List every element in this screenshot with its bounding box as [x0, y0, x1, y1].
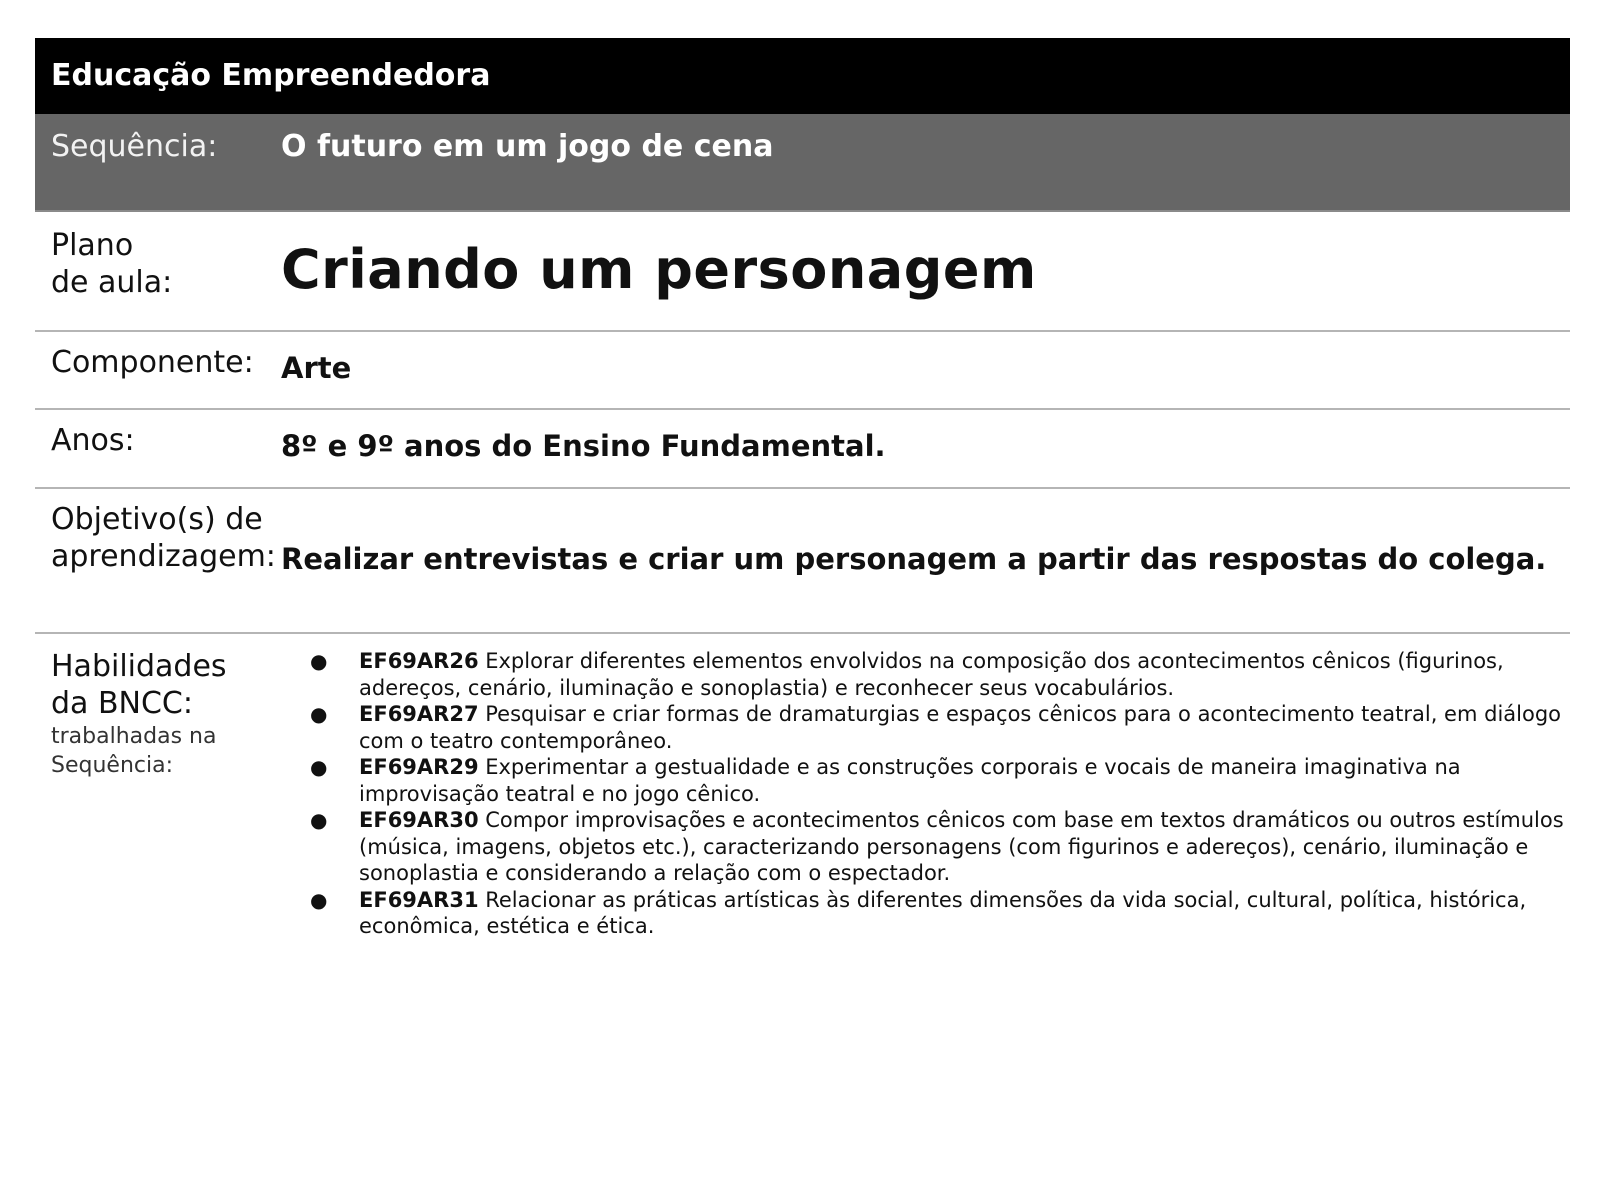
skill-code: EF69AR31 [359, 887, 479, 912]
row-componente [35, 332, 1570, 410]
list-item [281, 807, 1570, 887]
lesson-plan-table [35, 38, 1570, 964]
bullet-icon: ● [310, 887, 328, 912]
skill-code: EF69AR30 [359, 808, 479, 832]
skill-text: Compor improvisações e acontecimentos cênicos com base em textos dramáticos ou outros estímulos (música, imagens, objetos etc.), caracterizando personagens (com figurinos e adereços), cenário, iluminação e sonoplastia e considerando a relação com o espectador. [359, 808, 1564, 885]
skill-text: Pesquisar e criar formas de dramaturgias e espaços cênicos para o acontecimento teatral, em diálogo com o teatro contemporâneo. [359, 702, 1562, 753]
habilidades-sub-line1: trabalhadas na [51, 724, 217, 749]
componente-value: Arte [281, 351, 352, 385]
list-item [281, 887, 1570, 940]
habilidades-list [281, 634, 1570, 940]
anos-value: 8º e 9º anos do Ensino Fundamental. [281, 429, 886, 463]
list-item [281, 701, 1570, 754]
objetivo-label-line1: Objetivo(s) de [51, 502, 263, 537]
bullet-icon: ● [310, 702, 328, 726]
row-plano [35, 212, 1570, 332]
row-anos [35, 410, 1570, 489]
habilidades-list-container [281, 634, 1570, 964]
header-title: Educação Empreendedora [51, 58, 491, 93]
row-objetivo [35, 489, 1570, 634]
row-habilidades [35, 634, 1570, 964]
skill-text: Experimentar a gestualidade e as construções corporais e vocais de maneira imaginativa na improvisação teatral e no jogo cênico. [359, 755, 1461, 806]
skill-code: EF69AR27 [359, 702, 479, 726]
plano-label-line2: de aula: [51, 265, 173, 300]
sequencia-label: Sequência: [51, 129, 218, 164]
habilidades-sub-line2: Sequência: [51, 753, 173, 778]
habilidades-label [35, 634, 281, 964]
bullet-icon: ● [310, 755, 328, 779]
plano-label-line1: Plano [51, 228, 134, 263]
plano-title: Criando um personagem [281, 238, 1037, 301]
skill-code: EF69AR29 [359, 755, 479, 779]
list-item [281, 754, 1570, 807]
sequencia-value: O futuro em um jogo de cena [281, 129, 774, 164]
componente-label: Componente: [51, 345, 254, 380]
objetivo-label [35, 489, 281, 632]
skill-text: Relacionar as práticas artísticas às diferentes dimensões da vida social, cultural, política, histórica, econômica, estética e ética. [359, 887, 1527, 938]
skill-text: Explorar diferentes elementos envolvidos na composição dos acontecimentos cênicos (figurinos, adereços, cenário, iluminação e sonoplastia) e reconhecer seus vocabulários. [359, 649, 1504, 700]
bullet-icon: ● [310, 808, 328, 832]
skill-code: EF69AR26 [359, 649, 479, 673]
document-header [35, 38, 1570, 114]
row-sequencia [35, 114, 1570, 212]
list-item [281, 648, 1570, 701]
anos-label: Anos: [51, 423, 135, 458]
bullet-icon: ● [310, 649, 328, 673]
objetivo-label-line2: aprendizagem: [51, 539, 276, 574]
habilidades-label-line1: Habilidades [51, 649, 227, 684]
objetivo-value: Realizar entrevistas e criar um personagem a partir das respostas do colega. [281, 542, 1547, 576]
habilidades-label-line2: da BNCC: [51, 686, 193, 721]
plano-label [35, 212, 281, 330]
